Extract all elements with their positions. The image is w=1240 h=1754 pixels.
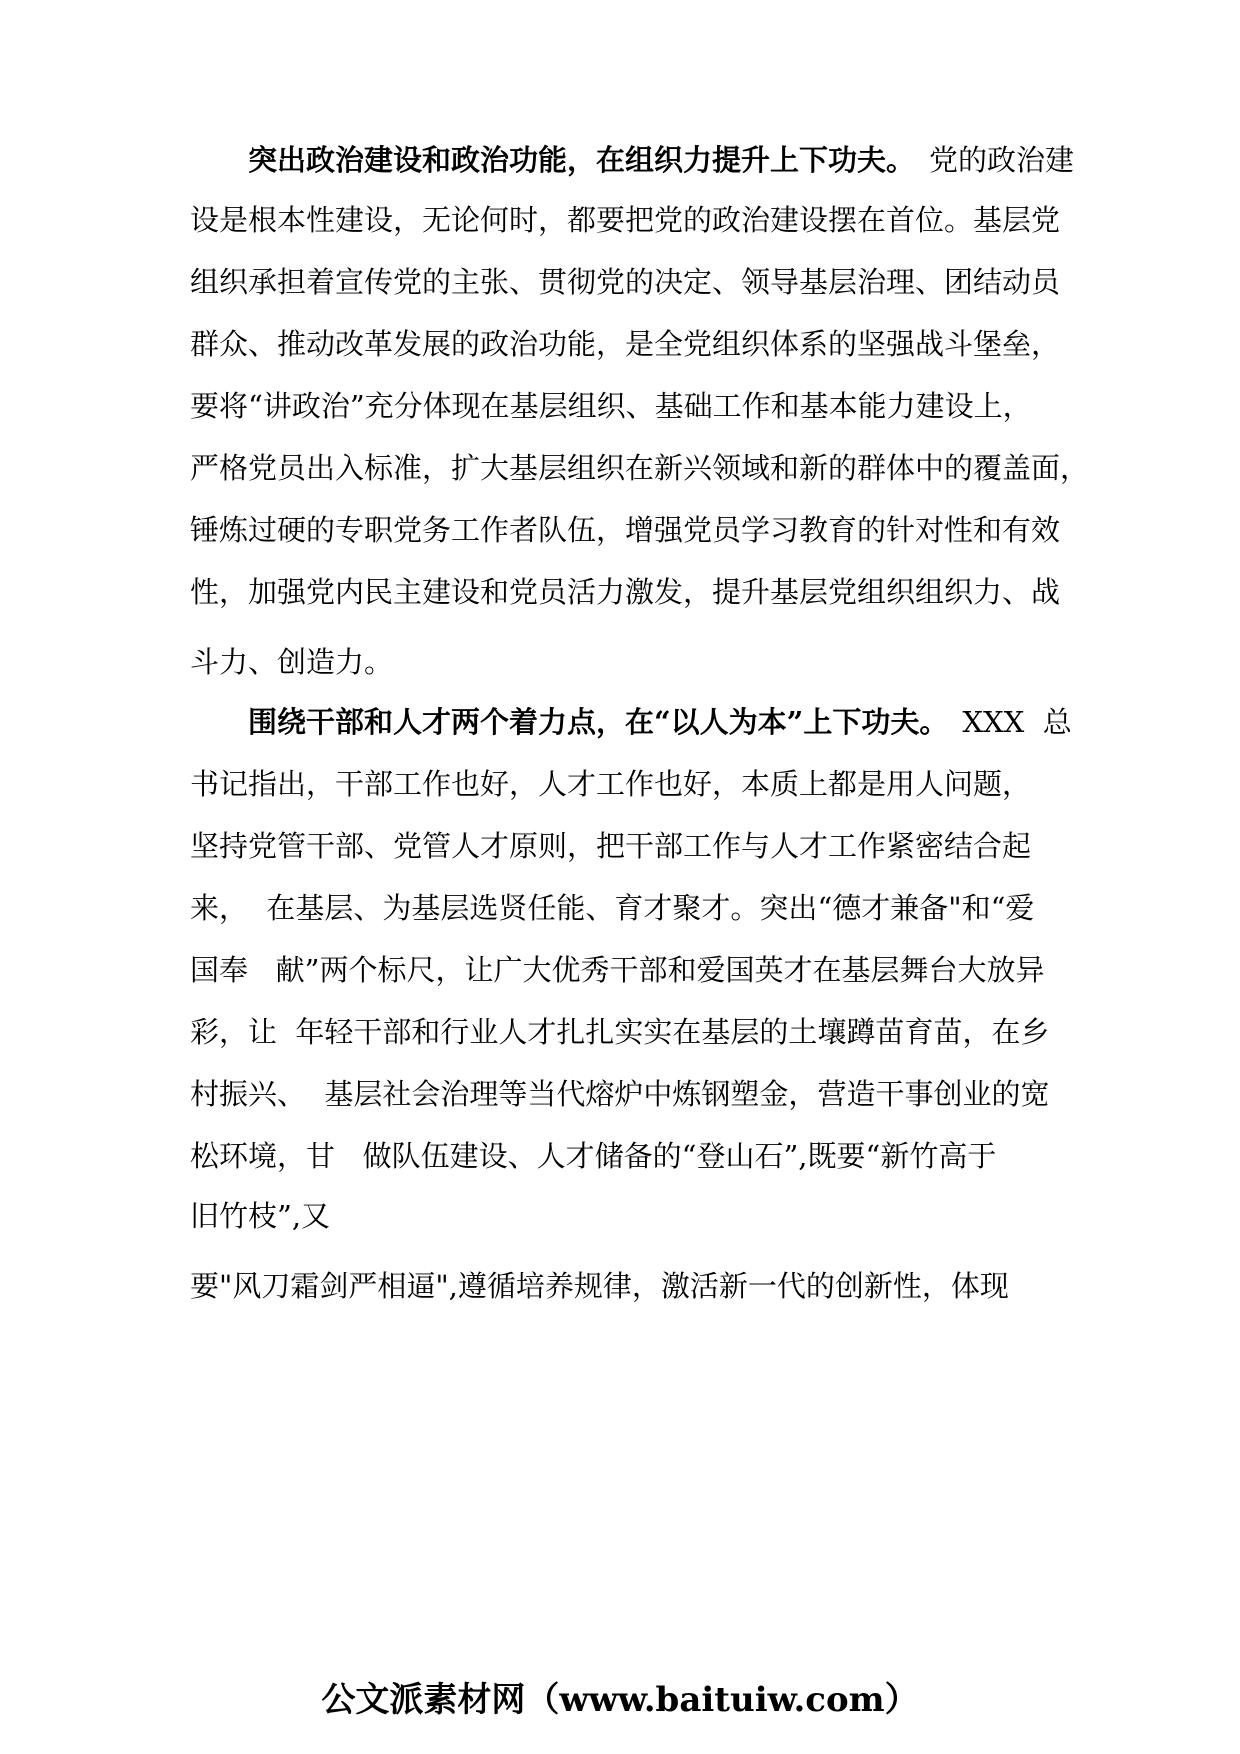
footer-site-credit: 公文派素材网（www.baituiw.com） (321, 1680, 919, 1720)
paragraph-2-heading: 围绕干部和人才两个着力点，在“以人为本”上下功夫。 (248, 705, 949, 739)
paragraph-2-line: 坚持党管干部、党管人才原则，把干部工作与人才工作紧密结合起 (190, 829, 1032, 863)
paragraph-1-line: 锤炼过硬的专职党务工作者队伍，增强党员学习教育的针对性和有效 (190, 513, 1061, 547)
paragraph-1-line: 严格党员出入标准，扩大基层组织在新兴领域和新的群体中的覆盖面， (190, 451, 1090, 485)
paragraph-1-first-line (248, 140, 1128, 180)
paragraph-1-line: 要将“讲政治”充分体现在基层组织、基础工作和基本能力建设上， (190, 389, 1032, 423)
paragraph-2-line: 旧竹枝”,又 (190, 1199, 331, 1233)
paragraph-2-first-line (248, 702, 1128, 742)
paragraph-2-line: 彩，让 年轻干部和行业人才扎扎实实在基层的土壤蹲苗育苗，在乡 (190, 1015, 1050, 1049)
paragraph-1-line: 群众、推动改革发展的政治功能，是全党组织体系的坚强战斗堡垒， (190, 327, 1061, 361)
paragraph-1-line: 性，加强党内民主建设和党员活力激发，提升基层党组织组织力、战 (190, 575, 1061, 609)
paragraph-2-text: XXX 总 (962, 705, 1072, 739)
paragraph-1-line: 设是根本性建设，无论何时，都要把党的政治建设摆在首位。基层党 (190, 203, 1061, 237)
paragraph-2-line: 要"风刀霜剑严相逼",遵循培养规律，激活新一代的创新性，体现 (190, 1269, 1009, 1303)
paragraph-2-line: 村振兴、 基层社会治理等当代熔炉中炼钢塑金，营造干事创业的宽 (190, 1077, 1050, 1111)
paragraph-1-text: 党的政治建 (929, 143, 1075, 177)
paragraph-1-line: 斗力、创造力。 (190, 645, 394, 679)
paragraph-2-line: 国奉 献”两个标尺，让广大优秀干部和爱国英才在基层舞台大放异 (190, 953, 1045, 987)
paragraph-2-line: 书记指出，干部工作也好，人才工作也好，本质上都是用人问题， (190, 767, 1032, 801)
paragraph-2-line: 松环境，甘 做队伍建设、人才储备的“登山石”,既要“新竹高于 (190, 1139, 997, 1173)
paragraph-1-heading: 突出政治建设和政治功能，在组织力提升上下功夫。 (248, 143, 916, 177)
paragraph-2-line: 来， 在基层、为基层选贤任能、育才聚才。突出“德才兼备"和“爱 (190, 891, 1035, 925)
paragraph-1-line: 组织承担着宣传党的主张、贯彻党的决定、领导基层治理、团结动员 (190, 265, 1061, 299)
